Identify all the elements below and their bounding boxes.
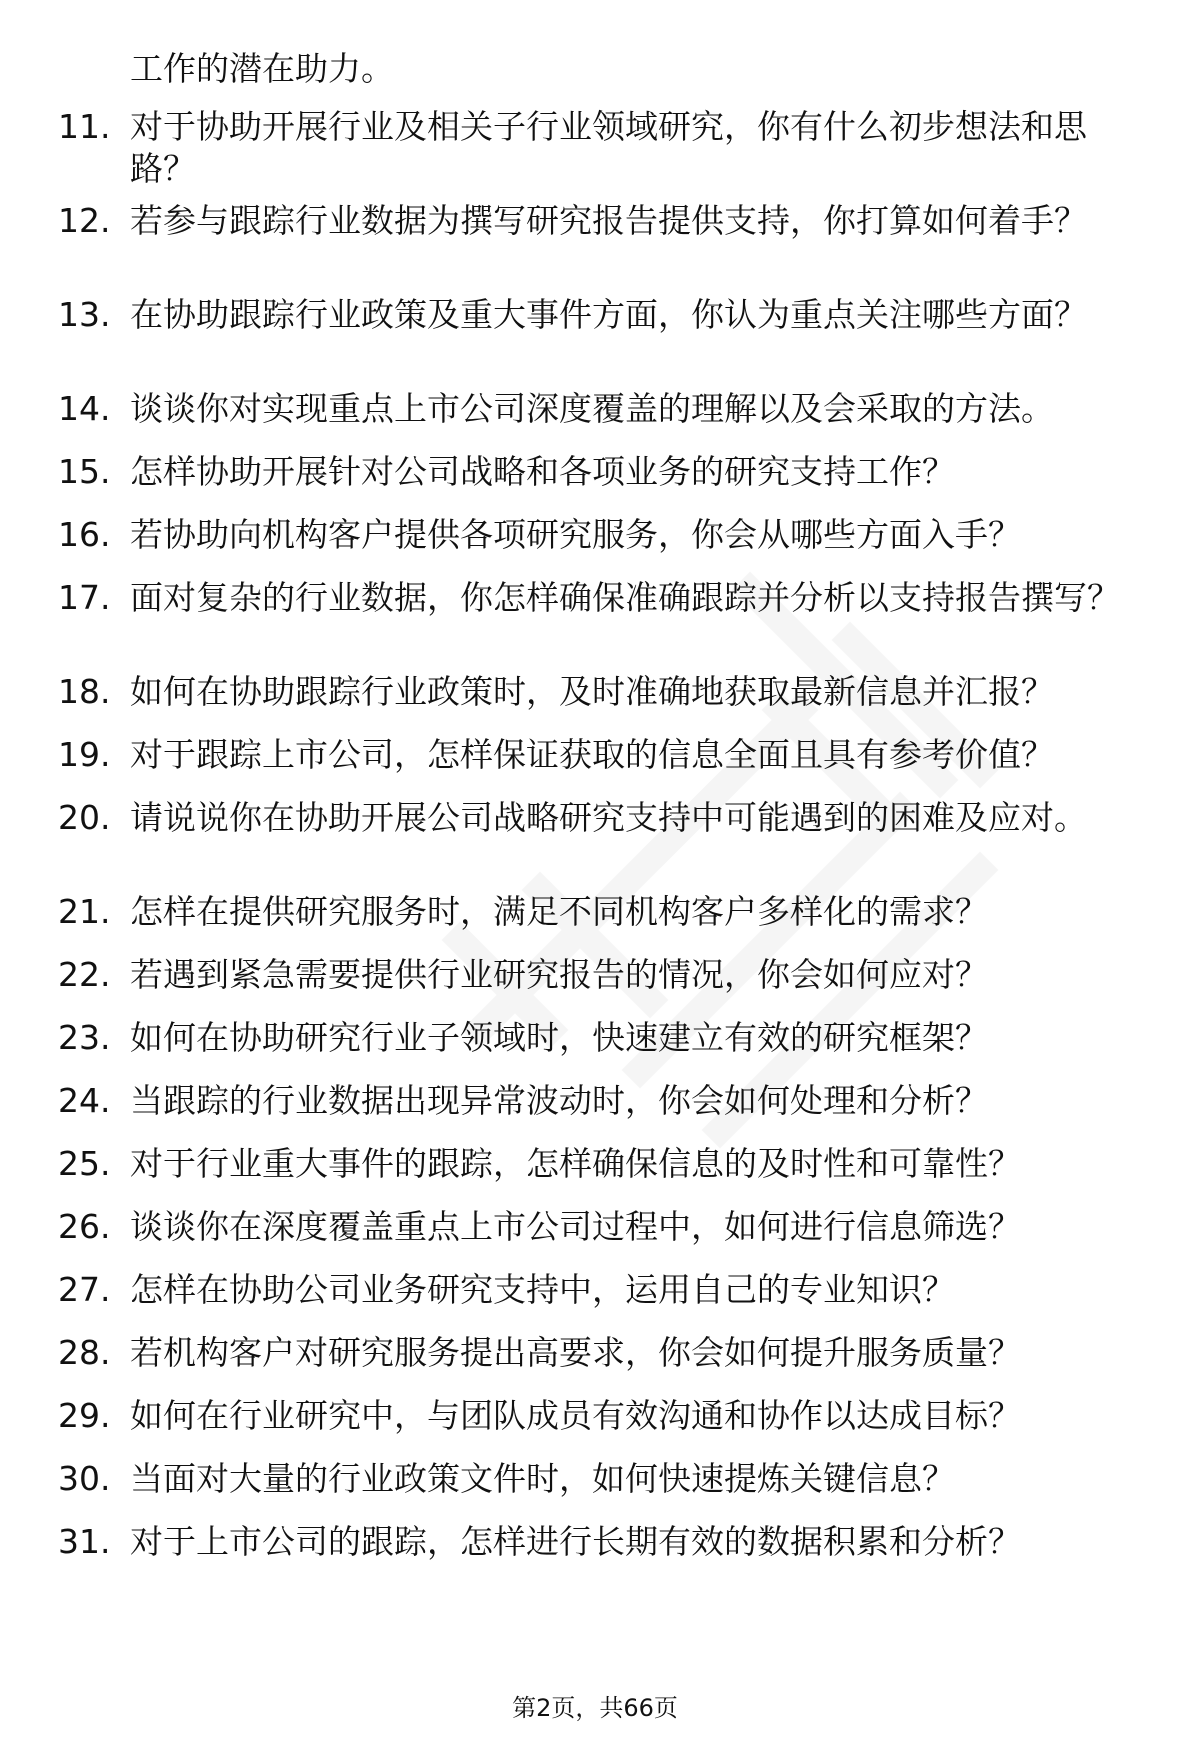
question-number: 30. bbox=[58, 1459, 111, 1498]
question-number: 14. bbox=[58, 389, 111, 428]
question-text: 若遇到紧急需要提供行业研究报告的情况，你会如何应对？ bbox=[130, 955, 988, 994]
question-text: 如何在协助跟踪行业政策时，及时准确地获取最新信息并汇报？ bbox=[130, 672, 1054, 711]
question-text: 若机构客户对研究服务提出高要求，你会如何提升服务质量？ bbox=[130, 1333, 1021, 1372]
question-text: 如何在协助研究行业子领域时，快速建立有效的研究框架？ bbox=[130, 1018, 988, 1057]
question-text: 如何在行业研究中，与团队成员有效沟通和协作以达成目标？ bbox=[130, 1396, 1021, 1435]
question-number: 15. bbox=[58, 452, 111, 491]
question-text: 当跟踪的行业数据出现异常波动时，你会如何处理和分析？ bbox=[130, 1081, 988, 1120]
question-number: 25. bbox=[58, 1144, 111, 1183]
question-text: 怎样协助开展针对公司战略和各项业务的研究支持工作？ bbox=[130, 452, 955, 491]
question-number: 27. bbox=[58, 1270, 111, 1309]
continuation-text: 工作的潜在助力。 bbox=[130, 49, 394, 88]
question-number: 22. bbox=[58, 955, 111, 994]
question-text: 对于上市公司的跟踪，怎样进行长期有效的数据积累和分析？ bbox=[130, 1522, 1021, 1561]
question-number: 29. bbox=[58, 1396, 111, 1435]
question-number: 31. bbox=[58, 1522, 111, 1561]
page-number-footer: 第2页，共66页 bbox=[512, 1694, 678, 1722]
question-number: 19. bbox=[58, 735, 111, 774]
question-text: 对于行业重大事件的跟踪，怎样确保信息的及时性和可靠性？ bbox=[130, 1144, 1021, 1183]
question-text: 对于协助开展行业及相关子行业领域研究，你有什么初步想法和思路？ bbox=[130, 107, 1087, 188]
question-number: 20. bbox=[58, 798, 111, 837]
question-text: 谈谈你在深度覆盖重点上市公司过程中，如何进行信息筛选？ bbox=[130, 1207, 1021, 1246]
question-number: 26. bbox=[58, 1207, 111, 1246]
question-number: 18. bbox=[58, 672, 111, 711]
question-text: 对于跟踪上市公司，怎样保证获取的信息全面且具有参考价值？ bbox=[130, 735, 1054, 774]
question-number: 24. bbox=[58, 1081, 111, 1120]
question-number: 17. bbox=[58, 578, 111, 617]
question-number: 28. bbox=[58, 1333, 111, 1372]
question-text: 请说说你在协助开展公司战略研究支持中可能遇到的困难及应对。 bbox=[130, 798, 1087, 837]
question-text: 面对复杂的行业数据，你怎样确保准确跟踪并分析以支持报告撰写？ bbox=[130, 578, 1120, 617]
question-text: 若参与跟踪行业数据为撰写研究报告提供支持，你打算如何着手？ bbox=[130, 201, 1087, 240]
question-text: 怎样在协助公司业务研究支持中，运用自己的专业知识？ bbox=[130, 1270, 955, 1309]
question-number: 13. bbox=[58, 295, 111, 334]
question-text: 当面对大量的行业政策文件时，如何快速提炼关键信息？ bbox=[130, 1459, 955, 1498]
question-number: 16. bbox=[58, 515, 111, 554]
question-text: 怎样在提供研究服务时，满足不同机构客户多样化的需求？ bbox=[130, 892, 988, 931]
question-number: 12. bbox=[58, 201, 111, 240]
question-text: 若协助向机构客户提供各项研究服务，你会从哪些方面入手？ bbox=[130, 515, 1021, 554]
question-number: 21. bbox=[58, 892, 111, 931]
question-text: 在协助跟踪行业政策及重大事件方面，你认为重点关注哪些方面？ bbox=[130, 295, 1087, 334]
question-text: 谈谈你对实现重点上市公司深度覆盖的理解以及会采取的方法。 bbox=[130, 389, 1054, 428]
question-number: 11. bbox=[58, 107, 111, 146]
question-number: 23. bbox=[58, 1018, 111, 1057]
